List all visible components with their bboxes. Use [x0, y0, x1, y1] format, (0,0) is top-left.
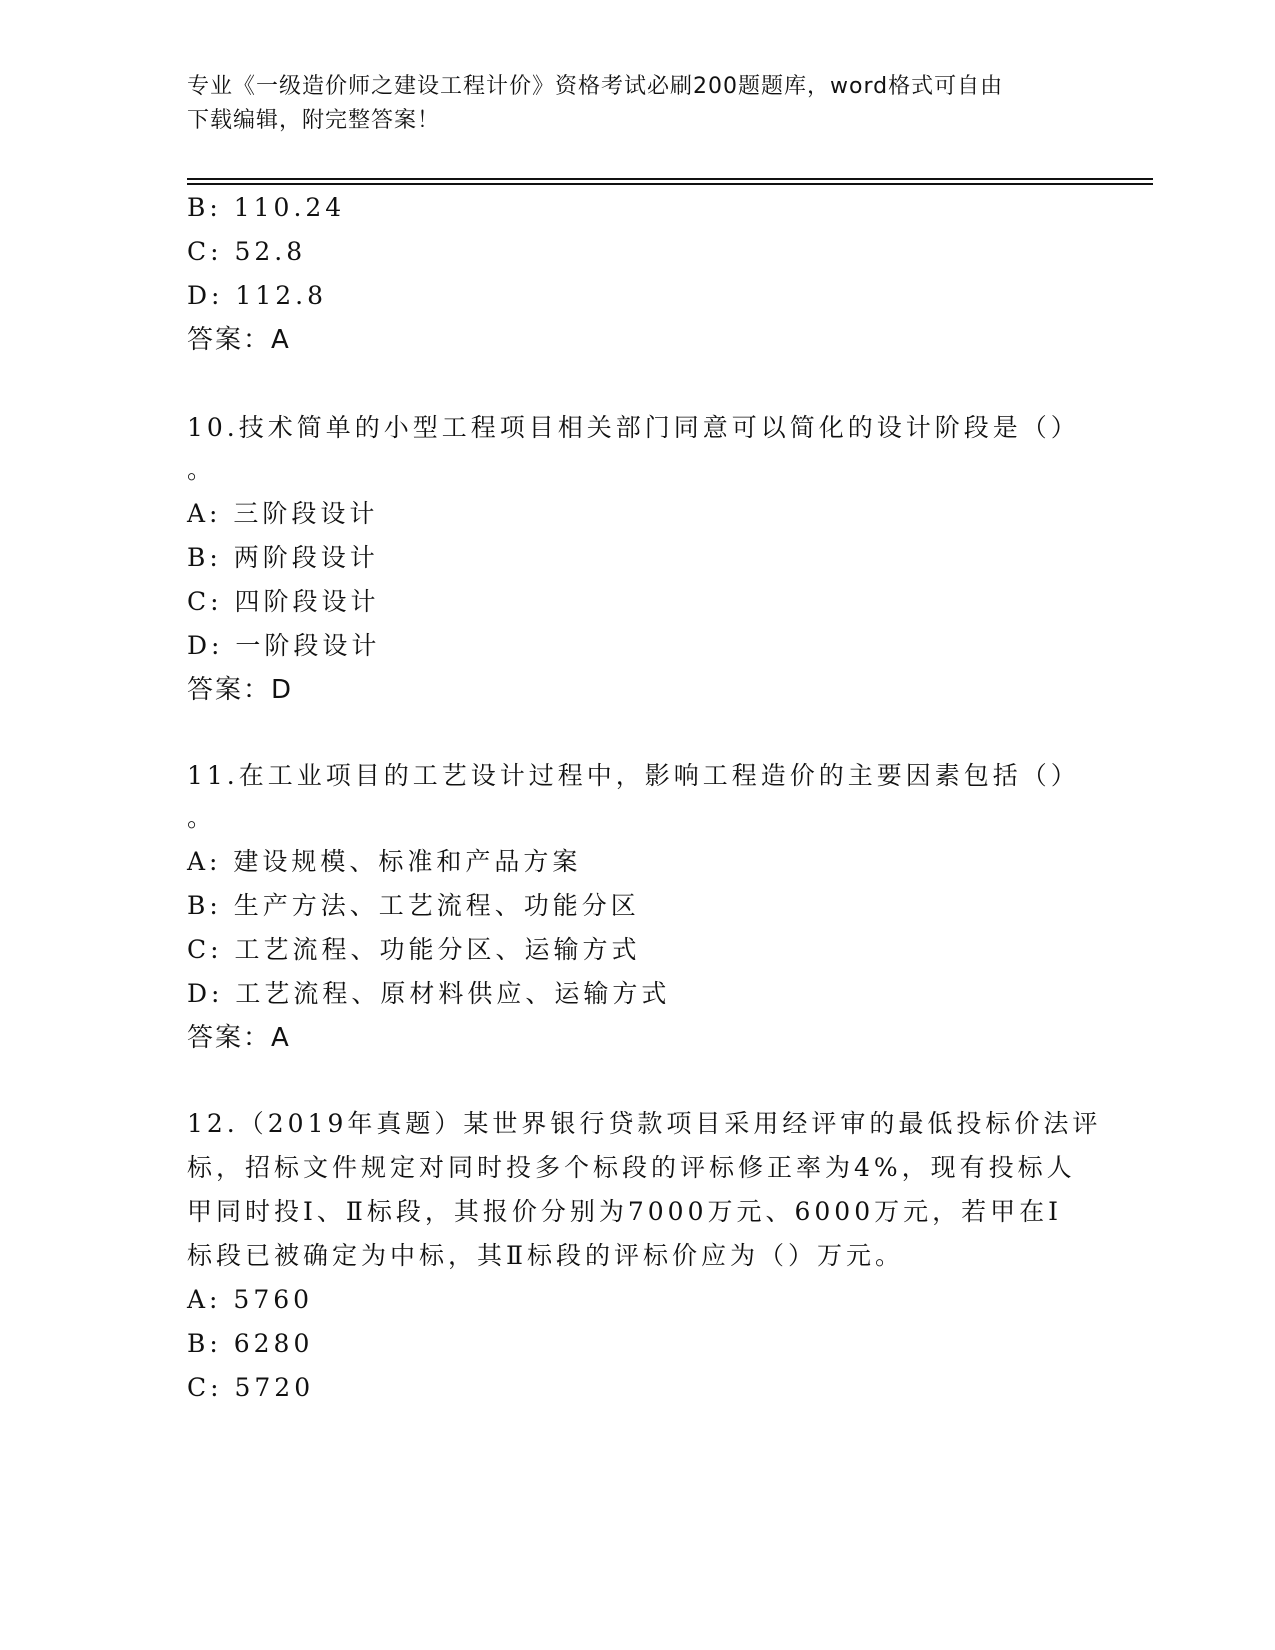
- q12-option-c: C: 5720: [187, 1373, 315, 1402]
- q12-stem-line-1: 12.（2019年真题）某世界银行贷款项目采用经评审的最低投标价法评: [187, 1109, 1102, 1138]
- q11-option-c: C: 工艺流程、功能分区、运输方式: [187, 935, 641, 964]
- q9-answer: 答案：A: [187, 325, 291, 355]
- q11-stem-line-1: 11.在工业项目的工艺设计过程中，影响工程造价的主要因素包括（）: [187, 761, 1080, 790]
- q10-stem-line-1: 10.技术简单的小型工程项目相关部门同意可以简化的设计阶段是（）: [187, 413, 1080, 442]
- header-line-1: 专业《一级造价师之建设工程计价》资格考试必刷200题题库，word格式可自由: [187, 74, 1004, 99]
- q12-option-b: B: 6280: [187, 1329, 314, 1358]
- q10-answer: 答案：D: [187, 675, 294, 705]
- q12-stem-line-4: 标段已被确定为中标，其Ⅱ标段的评标价应为（）万元。: [187, 1241, 904, 1270]
- q11-option-b: B: 生产方法、工艺流程、功能分区: [187, 891, 640, 920]
- q10-option-d: D: 一阶段设计: [187, 631, 381, 660]
- header-divider-bottom: [187, 183, 1153, 185]
- q10-option-a: A: 三阶段设计: [187, 499, 379, 528]
- header-divider-top: [187, 178, 1153, 180]
- q9-option-c: C: 52.8: [187, 237, 307, 266]
- q11-stem-line-2: 。: [187, 803, 217, 832]
- q11-option-a: A: 建设规模、标准和产品方案: [187, 847, 582, 876]
- header-line-2: 下载编辑，附完整答案！: [187, 108, 441, 133]
- q9-option-d: D: 112.8: [187, 281, 327, 310]
- q11-option-d: D: 工艺流程、原材料供应、运输方式: [187, 979, 671, 1008]
- q9-option-b: B: 110.24: [187, 193, 346, 222]
- q10-stem-line-2: 。: [187, 455, 217, 484]
- q10-option-c: C: 四阶段设计: [187, 587, 380, 616]
- q12-stem-line-3: 甲同时投Ⅰ、Ⅱ标段，其报价分别为7000万元、6000万元，若甲在Ⅰ: [187, 1197, 1062, 1226]
- q12-option-a: A: 5760: [187, 1285, 314, 1314]
- q12-stem-line-2: 标，招标文件规定对同时投多个标段的评标修正率为4%，现有投标人: [187, 1153, 1076, 1182]
- q10-option-b: B: 两阶段设计: [187, 543, 379, 572]
- document-header: [187, 70, 1087, 138]
- q11-answer: 答案：A: [187, 1023, 291, 1053]
